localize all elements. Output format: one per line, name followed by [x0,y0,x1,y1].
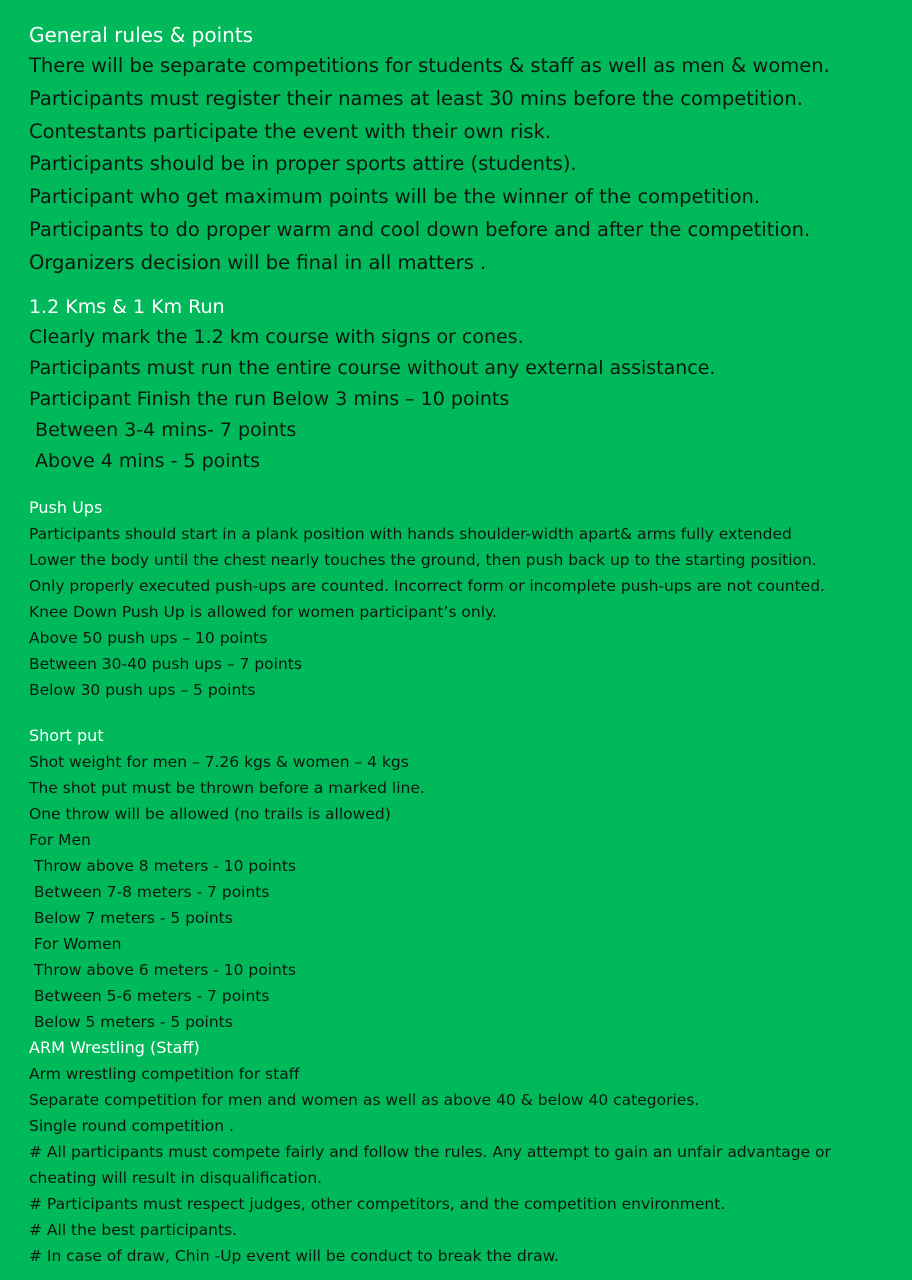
armwrestling-line: Arm wrestling competition for staff [29,1064,300,1083]
shotput-line: Below 7 meters - 5 points [29,908,233,927]
run-line: Clearly mark the 1.2 km course with signs or cones. [29,325,524,348]
armwrestling-line: Separate competition for men and women as well as above 40 & below 40 categories. [29,1090,700,1109]
armwrestling-line: # In case of draw, Chin -Up event will be conduct to break the draw. [29,1246,559,1265]
pushups-line: Above 50 push ups – 10 points [29,628,268,647]
pushups-line: Lower the body until the chest nearly touches the ground, then push back up to the starting position. [29,550,817,569]
run-line: Between 3-4 mins- 7 points [29,418,297,441]
shotput-line: The shot put must be thrown before a marked line. [29,778,425,797]
rule-line: There will be separate competitions for students & staff as well as men & women. [29,54,830,77]
run-heading: 1.2 Kms & 1 Km Run [29,295,225,318]
rules-document [29,20,889,1269]
shotput-section [29,723,889,1035]
shotput-line: Throw above 6 meters - 10 points [29,960,296,979]
shotput-line: One throw will be allowed (no trails is allowed) [29,804,391,823]
shotput-line: For Women [29,934,122,953]
run-line: Participants must run the entire course without any external assistance. [29,356,716,379]
rule-line: Organizers decision will be final in all matters . [29,250,487,274]
run-section [29,292,889,477]
armwrestling-heading: ARM Wrestling (Staff) [29,1037,200,1057]
armwrestling-line: # All participants must compete fairly and follow the rules. Any attempt to gain an unfair advantage or cheating will result in disqualification. [29,1142,831,1187]
shotput-heading: Short put [29,725,104,745]
armwrestling-line: # All the best participants. [29,1220,238,1239]
run-line: Above 4 mins - 5 points [29,449,260,472]
general-rules-section [29,20,889,280]
pushups-line: Knee Down Push Up is allowed for women participant’s only. [29,602,497,621]
armwrestling-line: # Participants must respect judges, other competitors, and the competition environment. [29,1194,726,1213]
pushups-line: Below 30 push ups – 5 points [29,680,256,699]
pushups-line: Between 30-40 push ups – 7 points [29,654,302,673]
shotput-line: Below 5 meters - 5 points [29,1012,233,1031]
pushups-line: Only properly executed push-ups are counted. Incorrect form or incomplete push-ups are not counted. [29,576,825,595]
shotput-line: Between 7-8 meters - 7 points [29,882,270,901]
shotput-line: Throw above 8 meters - 10 points [29,856,296,875]
pushups-heading: Push Ups [29,497,103,517]
rule-line: Participants to do proper warm and cool down before and after the competition. [29,217,811,241]
shotput-line: Shot weight for men – 7.26 kgs & women – 4 kgs [29,752,409,771]
rule-line: Participants must register their names at least 30 mins before the competition. [29,86,803,110]
shotput-line: Between 5-6 meters - 7 points [29,986,270,1005]
shotput-line: For Men [29,830,91,849]
run-line: Participant Finish the run Below 3 mins – 10 points [29,387,510,410]
pushups-line: Participants should start in a plank position with hands shoulder-width apart& arms fully extended [29,524,792,543]
general-rules-heading: General rules & points [29,23,254,47]
armwrestling-line: Single round competition . [29,1116,234,1135]
armwrestling-section [29,1035,889,1269]
pushups-section [29,495,889,703]
rule-line: Participant who get maximum points will be the winner of the competition. [29,185,761,209]
rule-line: Contestants participate the event with their own risk. [29,119,552,143]
rule-line: Participants should be in proper sports attire (students). [29,152,577,176]
